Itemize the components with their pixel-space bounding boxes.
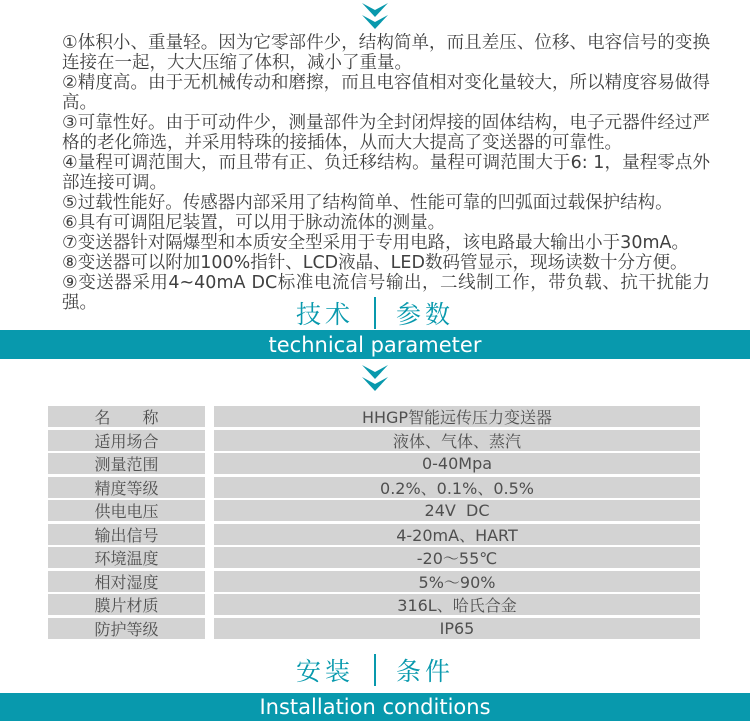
spec-value-output: 4-20mA、HART (214, 524, 700, 545)
feature-item-5: ⑤过载性能好。传感器内部采用了结构简单、性能可靠的凹弧面过载保护结构。 (62, 193, 673, 213)
spec-label-humidity: 相对湿度 (48, 571, 205, 592)
install-banner-label: Installation conditions (259, 695, 491, 719)
feature-item-1: ①体积小、重量轻。因为它零部件少，结构简单，而且差压、位移、电容信号的变换连接在一起，大大压缩了体积，减小了重量。 (62, 33, 710, 73)
tech-heading-right: 参数 (396, 300, 455, 329)
install-conditions-banner (0, 693, 750, 721)
feature-item-6: ⑥具有可调阻尼装置，可以用于脉动流体的测量。 (62, 213, 446, 233)
spec-label-range: 测量范围 (48, 453, 205, 474)
feature-item-9: ⑨变送器采用4~40mA DC标准电流信号输出，二线制工作，带负载、抗干扰能力强。 (62, 273, 710, 313)
heading-divider (374, 297, 376, 329)
feature-item-8: ⑧变送器可以附加100%指针、LCD液晶、LED数码管显示，现场读数十分方便。 (62, 253, 688, 273)
install-conditions-heading (0, 651, 750, 689)
feature-item-4: ④量程可调范围大，而且带有正、负迁移结构。量程可调范围大于6: 1，量程零点外部连接可调。 (62, 153, 710, 193)
spec-value-humidity: 5%～90% (214, 571, 700, 592)
feature-list (62, 33, 710, 313)
feature-item-7: ⑦变送器针对隔爆型和本质安全型采用于专用电路，该电路最大输出小于30mA。 (62, 233, 689, 253)
spec-label-temperature: 环境温度 (48, 547, 205, 568)
spec-value-range: 0-40Mpa (214, 453, 700, 474)
spec-label-accuracy: 精度等级 (48, 477, 205, 498)
spec-value-protection: IP65 (214, 618, 700, 639)
tech-params-banner (0, 330, 750, 359)
spec-value-temperature: -20～55℃ (214, 547, 700, 568)
scroll-down-indicator-mid (0, 365, 750, 392)
spec-table (48, 406, 700, 639)
spec-value-application: 液体、气体、蒸汽 (214, 430, 700, 451)
spec-value-power: 24V DC (214, 500, 700, 521)
tech-params-heading (0, 294, 750, 332)
spec-label-protection: 防护等级 (48, 618, 205, 639)
scroll-down-indicator-top (0, 3, 750, 30)
spec-label-application: 适用场合 (48, 430, 205, 451)
double-chevron-down-icon (362, 365, 388, 392)
spec-label-name: 名 称 (48, 406, 205, 427)
spec-label-diaphragm: 膜片材质 (48, 594, 205, 615)
feature-item-2: ②精度高。由于无机械传动和磨擦，而且电容值相对变化量较大，所以精度容易做得高。 (62, 73, 710, 113)
spec-value-diaphragm: 316L、哈氏合金 (214, 594, 700, 615)
feature-item-3: ③可靠性好。由于可动件少，测量部件为全封闭焊接的固体结构，电子元器件经过严格的老化筛选，并采用特珠的接插体，从而大大提高了变送器的可靠性。 (62, 113, 710, 153)
tech-banner-label: technical parameter (268, 332, 482, 357)
tech-heading-left: 技术 (295, 300, 354, 329)
spec-label-output: 输出信号 (48, 524, 205, 545)
double-chevron-down-icon (362, 3, 388, 30)
spec-label-power: 供电电压 (48, 500, 205, 521)
spec-value-name: HHGP智能远传压力变送器 (214, 406, 700, 427)
install-heading-right: 条件 (396, 657, 455, 686)
heading-divider (374, 654, 376, 686)
install-heading-left: 安装 (295, 657, 354, 686)
spec-value-accuracy: 0.2%、0.1%、0.5% (214, 477, 700, 498)
